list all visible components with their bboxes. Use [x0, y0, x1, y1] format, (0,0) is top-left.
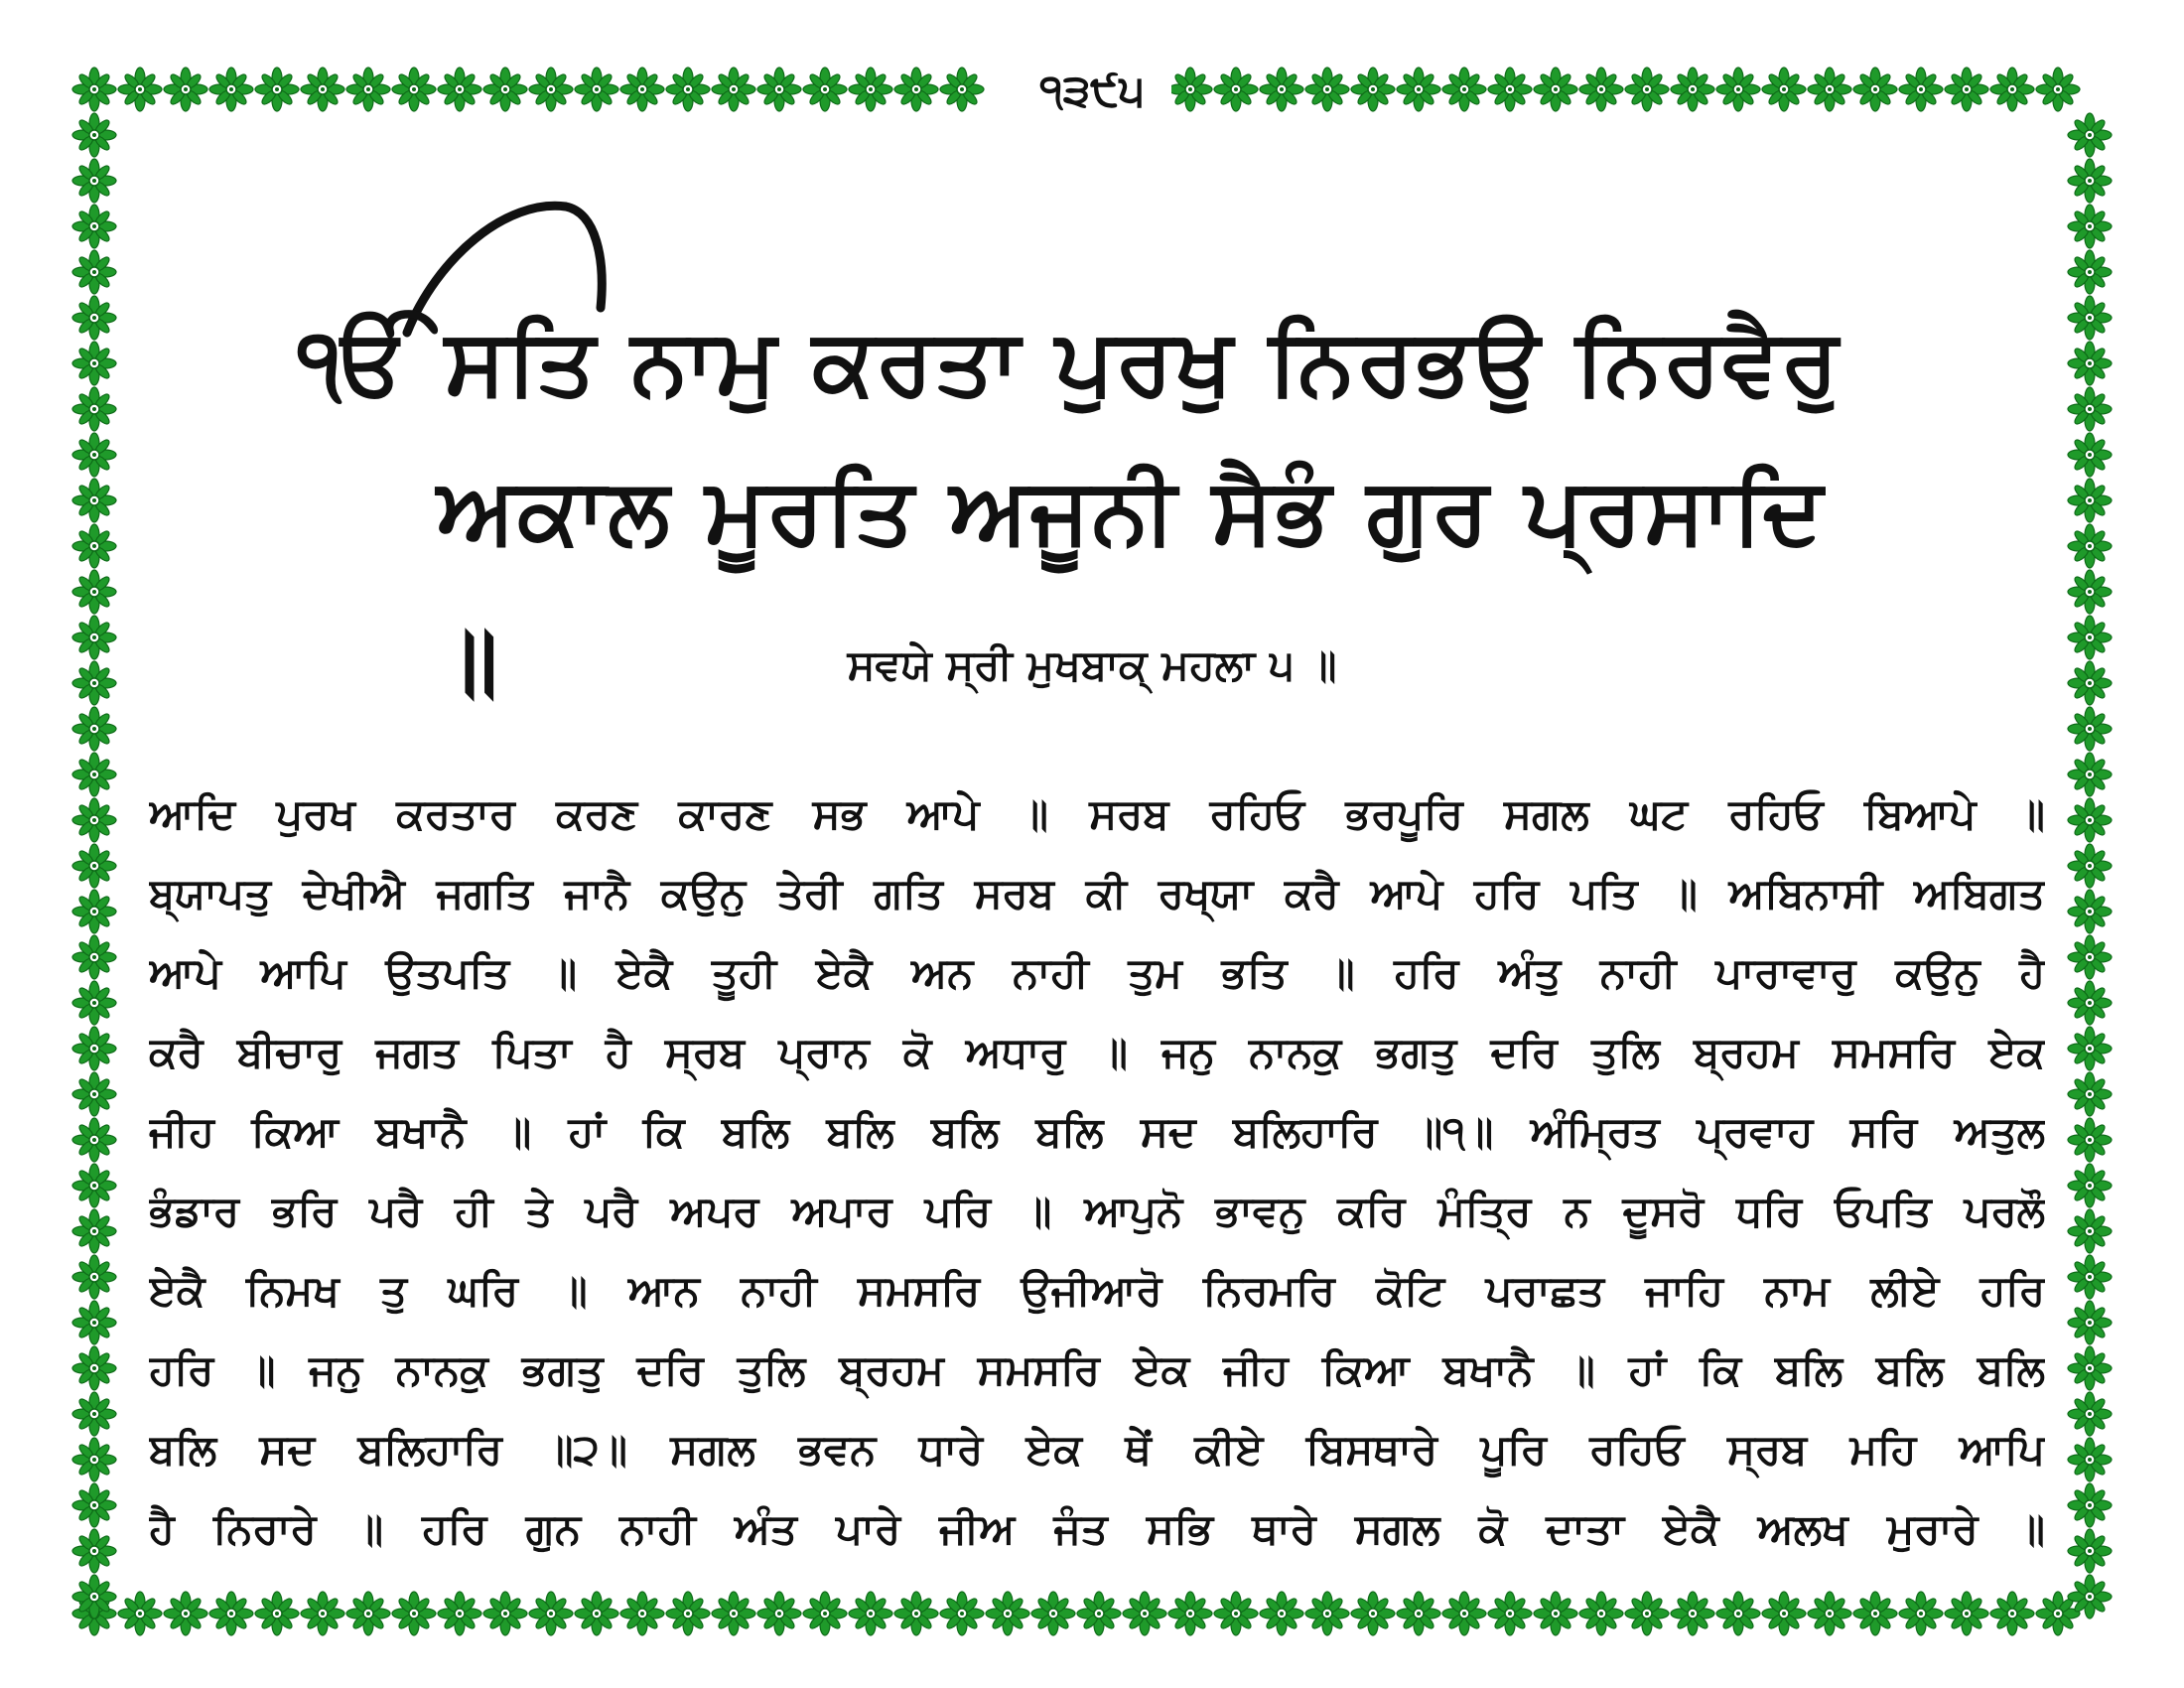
floral-vine-icon: [666, 68, 710, 111]
verse-line: ਬਲਿ ਸਦ ਬਲਿਹਾਰਿ ॥੨॥ ਸਗਲ ਭਵਨ ਧਾਰੇ ਏਕ ਥੇਂ ਕੀਏ ਬਿਸਥਾਰੇ ਪੂਰਿ ਰਹਿਓ ਸ੍ਰਬ ਮਹਿ ਆਪਿ: [149, 1425, 2045, 1474]
floral-vine-icon: [1488, 68, 1532, 111]
floral-vine-icon: [712, 68, 755, 111]
floral-vine-icon: [438, 68, 481, 111]
floral-vine-icon: [803, 68, 847, 111]
floral-vine-icon: [2068, 570, 2112, 614]
verse-line: ਜੀਹ ਕਿਆ ਬਖਾਨੈ ॥ ਹਾਂ ਕਿ ਬਲਿ ਬਲਿ ਬਲਿ ਬਲਿ ਸਦ ਬਲਿਹਾਰਿ ॥੧॥ ਅੰਮ੍ਰਿਤ ਪ੍ਰਵਾਹ ਸਰਿ ਅਤੁਲ: [149, 1107, 2045, 1156]
floral-vine-icon: [2068, 890, 2112, 933]
floral-vine-icon: [72, 1529, 116, 1573]
floral-vine-icon: [1305, 1592, 1349, 1635]
floral-vine-icon: [2068, 707, 2112, 751]
floral-vine-icon: [757, 1592, 801, 1635]
floral-vine-icon: [72, 890, 116, 933]
floral-vine-icon: [72, 387, 116, 431]
floral-vine-icon: [209, 1592, 253, 1635]
floral-vine-icon: [666, 1592, 710, 1635]
floral-vine-icon: [2068, 113, 2112, 157]
floral-vine-icon: [72, 707, 116, 751]
floral-vine-icon: [72, 159, 116, 203]
floral-vine-icon: [1671, 1592, 1714, 1635]
floral-vine-icon: [2068, 1346, 2112, 1390]
floral-vine-icon: [392, 1592, 436, 1635]
floral-vine-icon: [346, 68, 390, 111]
mool-mantar-line-1: ੴ ਸਤਿ ਨਾਮੁ ਕਰਤਾ ਪੁਰਖੁ ਨਿਰਭਉ ਨਿਰਵੈਰੁ: [298, 309, 1841, 415]
floral-vine-icon: [894, 68, 938, 111]
floral-vine-icon: [72, 570, 116, 614]
floral-vine-icon: [72, 250, 116, 294]
floral-vine-icon: [72, 479, 116, 522]
floral-vine-icon: [72, 981, 116, 1025]
floral-vine-icon: [72, 205, 116, 248]
floral-vine-icon: [2068, 1072, 2112, 1116]
floral-vine-icon: [72, 1072, 116, 1116]
floral-vine-icon: [2068, 753, 2112, 796]
floral-vine-icon: [2068, 981, 2112, 1025]
floral-vine-icon: [118, 68, 162, 111]
floral-vine-icon: [1123, 1592, 1166, 1635]
floral-vine-icon: [1808, 68, 1851, 111]
floral-vine-icon: [2036, 68, 2080, 111]
floral-vine-icon: [72, 524, 116, 568]
floral-vine-icon: [2068, 1301, 2112, 1344]
floral-vine-icon: [2068, 1209, 2112, 1253]
floral-vine-icon: [1351, 1592, 1395, 1635]
floral-vine-icon: [72, 1346, 116, 1390]
floral-vine-icon: [1305, 68, 1349, 111]
verse-line: ਆਦਿ ਪੁਰਖ ਕਰਤਾਰ ਕਰਣ ਕਾਰਣ ਸਭ ਆਪੇ ॥ ਸਰਬ ਰਹਿਓ ਭਰਪੂਰਿ ਸਗਲ ਘਟ ਰਹਿਓ ਬਿਆਪੇ ॥: [149, 789, 2045, 838]
floral-vine-icon: [529, 68, 573, 111]
floral-vine-icon: [2068, 1164, 2112, 1207]
floral-vine-icon: [2068, 296, 2112, 340]
verse-line: ਹੈ ਨਿਰਾਰੇ ॥ ਹਰਿ ਗੁਨ ਨਾਹੀ ਅੰਤ ਪਾਰੇ ਜੀਅ ਜੰਤ ਸਭਿ ਥਾਰੇ ਸਗਲ ਕੋ ਦਾਤਾ ਏਕੈ ਅਲਖ ਮੁਰਾਰੇ ॥: [149, 1504, 2045, 1553]
floral-vine-icon: [301, 1592, 344, 1635]
floral-vine-icon: [72, 1392, 116, 1436]
floral-vine-icon: [849, 68, 892, 111]
floral-vine-icon: [849, 1592, 892, 1635]
floral-vine-icon: [1579, 68, 1623, 111]
floral-vine-icon: [1625, 1592, 1669, 1635]
floral-vine-icon: [1214, 68, 1258, 111]
verse-line: ਬ੍ਯਾਪਤੁ ਦੇਖੀਐ ਜਗਤਿ ਜਾਨੈ ਕਉਨੁ ਤੇਰੀ ਗਤਿ ਸਰਬ ਕੀ ਰਖ੍ਯਾ ਕਰੈ ਆਪੇ ਹਰਿ ਪਤਿ ॥ ਅਬਿਨਾਸੀ ਅਬਿਗਤ: [149, 869, 2045, 917]
floral-vine-icon: [1534, 68, 1577, 111]
floral-vine-icon: [72, 113, 116, 157]
floral-vine-icon: [483, 68, 527, 111]
floral-vine-icon: [301, 68, 344, 111]
floral-vine-icon: [164, 68, 207, 111]
floral-vine-icon: [1442, 1592, 1486, 1635]
floral-vine-icon: [1579, 1592, 1623, 1635]
floral-vine-icon: [72, 1164, 116, 1207]
page-number: ੧੩੯੫: [1013, 62, 1171, 121]
floral-vine-icon: [575, 68, 618, 111]
floral-vine-icon: [72, 1301, 116, 1344]
verse-line: ਏਕੈ ਨਿਮਖ ਤੁ ਘਰਿ ॥ ਆਨ ਨਾਹੀ ਸਮਸਰਿ ਉਜੀਆਰੋ ਨਿਰਮਰਿ ਕੋਟਿ ਪਰਾਛਤ ਜਾਹਿ ਨਾਮ ਲੀਏ ਹਰਿ: [149, 1266, 2045, 1315]
floral-vine-icon: [1716, 68, 1760, 111]
floral-vine-icon: [2068, 798, 2112, 842]
floral-vine-icon: [1442, 68, 1486, 111]
floral-vine-icon: [2068, 1483, 2112, 1527]
floral-vine-icon: [2068, 1255, 2112, 1299]
floral-vine-icon: [2068, 342, 2112, 385]
floral-vine-icon: [1168, 1592, 1212, 1635]
floral-vine-icon: [2068, 1438, 2112, 1481]
floral-vine-icon: [72, 1255, 116, 1299]
floral-vine-icon: [2068, 250, 2112, 294]
floral-vine-icon: [986, 1592, 1029, 1635]
floral-vine-icon: [2068, 1529, 2112, 1573]
floral-vine-icon: [438, 1592, 481, 1635]
floral-vine-icon: [2068, 205, 2112, 248]
floral-vine-icon: [1945, 68, 1988, 111]
floral-vine-icon: [1945, 1592, 1988, 1635]
floral-vine-icon: [575, 1592, 618, 1635]
floral-vine-icon: [1168, 68, 1212, 111]
floral-vine-icon: [72, 844, 116, 888]
floral-vine-icon: [940, 68, 984, 111]
floral-vine-icon: [2068, 479, 2112, 522]
floral-vine-icon: [164, 1592, 207, 1635]
floral-vine-icon: [1488, 1592, 1532, 1635]
floral-vine-icon: [620, 68, 664, 111]
floral-vine-icon: [1853, 68, 1897, 111]
floral-vine-icon: [2068, 524, 2112, 568]
floral-vine-icon: [72, 798, 116, 842]
floral-vine-icon: [72, 68, 116, 111]
floral-vine-icon: [2068, 935, 2112, 979]
floral-vine-icon: [2068, 1118, 2112, 1162]
floral-vine-icon: [72, 433, 116, 477]
floral-vine-icon: [72, 1027, 116, 1070]
floral-vine-icon: [1716, 1592, 1760, 1635]
floral-vine-icon: [1899, 1592, 1943, 1635]
floral-vine-icon: [1990, 68, 2034, 111]
floral-vine-icon: [72, 753, 116, 796]
verse-text: [149, 774, 2045, 1569]
floral-vine-icon: [1260, 68, 1303, 111]
floral-vine-icon: [529, 1592, 573, 1635]
floral-vine-icon: [757, 68, 801, 111]
floral-vine-icon: [72, 1209, 116, 1253]
floral-vine-icon: [1077, 1592, 1121, 1635]
floral-vine-icon: [209, 68, 253, 111]
verse-line: ਕਰੈ ਬੀਚਾਰੁ ਜਗਤ ਪਿਤਾ ਹੈ ਸ੍ਰਬ ਪ੍ਰਾਨ ਕੋ ਅਧਾਰੁ ॥ ਜਨੁ ਨਾਨਕੁ ਭਗਤੁ ਦਰਿ ਤੁਲਿ ਬ੍ਰਹਮ ਸਮਸਰਿ ਏਕ: [149, 1028, 2045, 1076]
floral-vine-icon: [1397, 68, 1440, 111]
floral-vine-icon: [620, 1592, 664, 1635]
floral-vine-icon: [72, 296, 116, 340]
floral-vine-icon: [255, 68, 299, 111]
floral-vine-icon: [392, 68, 436, 111]
floral-vine-icon: [72, 1483, 116, 1527]
floral-vine-icon: [2068, 387, 2112, 431]
floral-vine-icon: [940, 1592, 984, 1635]
floral-vine-icon: [72, 935, 116, 979]
floral-vine-icon: [2068, 1027, 2112, 1070]
floral-vine-icon: [118, 1592, 162, 1635]
floral-vine-icon: [1534, 1592, 1577, 1635]
floral-vine-icon: [1214, 1592, 1258, 1635]
floral-vine-icon: [2068, 1392, 2112, 1436]
verse-line: ਆਪੇ ਆਪਿ ਉਤਪਤਿ ॥ ਏਕੈ ਤੂਹੀ ਏਕੈ ਅਨ ਨਾਹੀ ਤੁਮ ਭਤਿ ॥ ਹਰਿ ਅੰਤੁ ਨਾਹੀ ਪਾਰਾਵਾਰੁ ਕਉਨੁ ਹੈ: [149, 948, 2045, 997]
floral-vine-icon: [1625, 68, 1669, 111]
floral-vine-icon: [1762, 68, 1806, 111]
section-heading: ਸਵਯੇ ਸ੍ਰੀ ਮੁਖਬਾਕ੍ ਮਹਲਾ ੫ ॥: [847, 640, 1337, 689]
verse-line: ਭੰਡਾਰ ਭਰਿ ਪਰੈ ਹੀ ਤੇ ਪਰੈ ਅਪਰ ਅਪਾਰ ਪਰਿ ॥ ਆਪੁਨੋ ਭਾਵਨੁ ਕਰਿ ਮੰਤ੍ਰਿ ਨ ਦੂਸਰੋ ਧਰਿ ਓਪਤਿ ਪਰਲੌ: [149, 1187, 2045, 1235]
floral-vine-icon: [2068, 159, 2112, 203]
floral-vine-icon: [1899, 68, 1943, 111]
floral-vine-icon: [1762, 1592, 1806, 1635]
floral-vine-icon: [2068, 844, 2112, 888]
floral-vine-icon: [483, 1592, 527, 1635]
floral-vine-icon: [1351, 68, 1395, 111]
floral-vine-icon: [346, 1592, 390, 1635]
floral-vine-icon: [1397, 1592, 1440, 1635]
floral-vine-icon: [2068, 433, 2112, 477]
floral-vine-icon: [1260, 1592, 1303, 1635]
floral-vine-icon: [1808, 1592, 1851, 1635]
floral-vine-icon: [712, 1592, 755, 1635]
floral-vine-icon: [72, 1438, 116, 1481]
mool-mantar-line-2: ਅਕਾਲ ਮੂਰਤਿ ਅਜੂਨੀ ਸੈਭੰ ਗੁਰ ਪ੍ਰਸਾਦਿ ॥: [437, 458, 1826, 713]
floral-vine-icon: [1990, 1592, 2034, 1635]
verse-line: ਹਰਿ ॥ ਜਨੁ ਨਾਨਕੁ ਭਗਤੁ ਦਰਿ ਤੁਲਿ ਬ੍ਰਹਮ ਸਮਸਰਿ ਏਕ ਜੀਹ ਕਿਆ ਬਖਾਨੈ ॥ ਹਾਂ ਕਿ ਬਲਿ ਬਲਿ ਬਲਿ: [149, 1345, 2045, 1394]
floral-vine-icon: [1853, 1592, 1897, 1635]
floral-vine-icon: [72, 342, 116, 385]
floral-vine-icon: [1671, 68, 1714, 111]
floral-vine-icon: [1031, 1592, 1075, 1635]
floral-vine-icon: [72, 1118, 116, 1162]
floral-vine-icon: [803, 1592, 847, 1635]
floral-vine-icon: [255, 1592, 299, 1635]
floral-vine-icon: [894, 1592, 938, 1635]
